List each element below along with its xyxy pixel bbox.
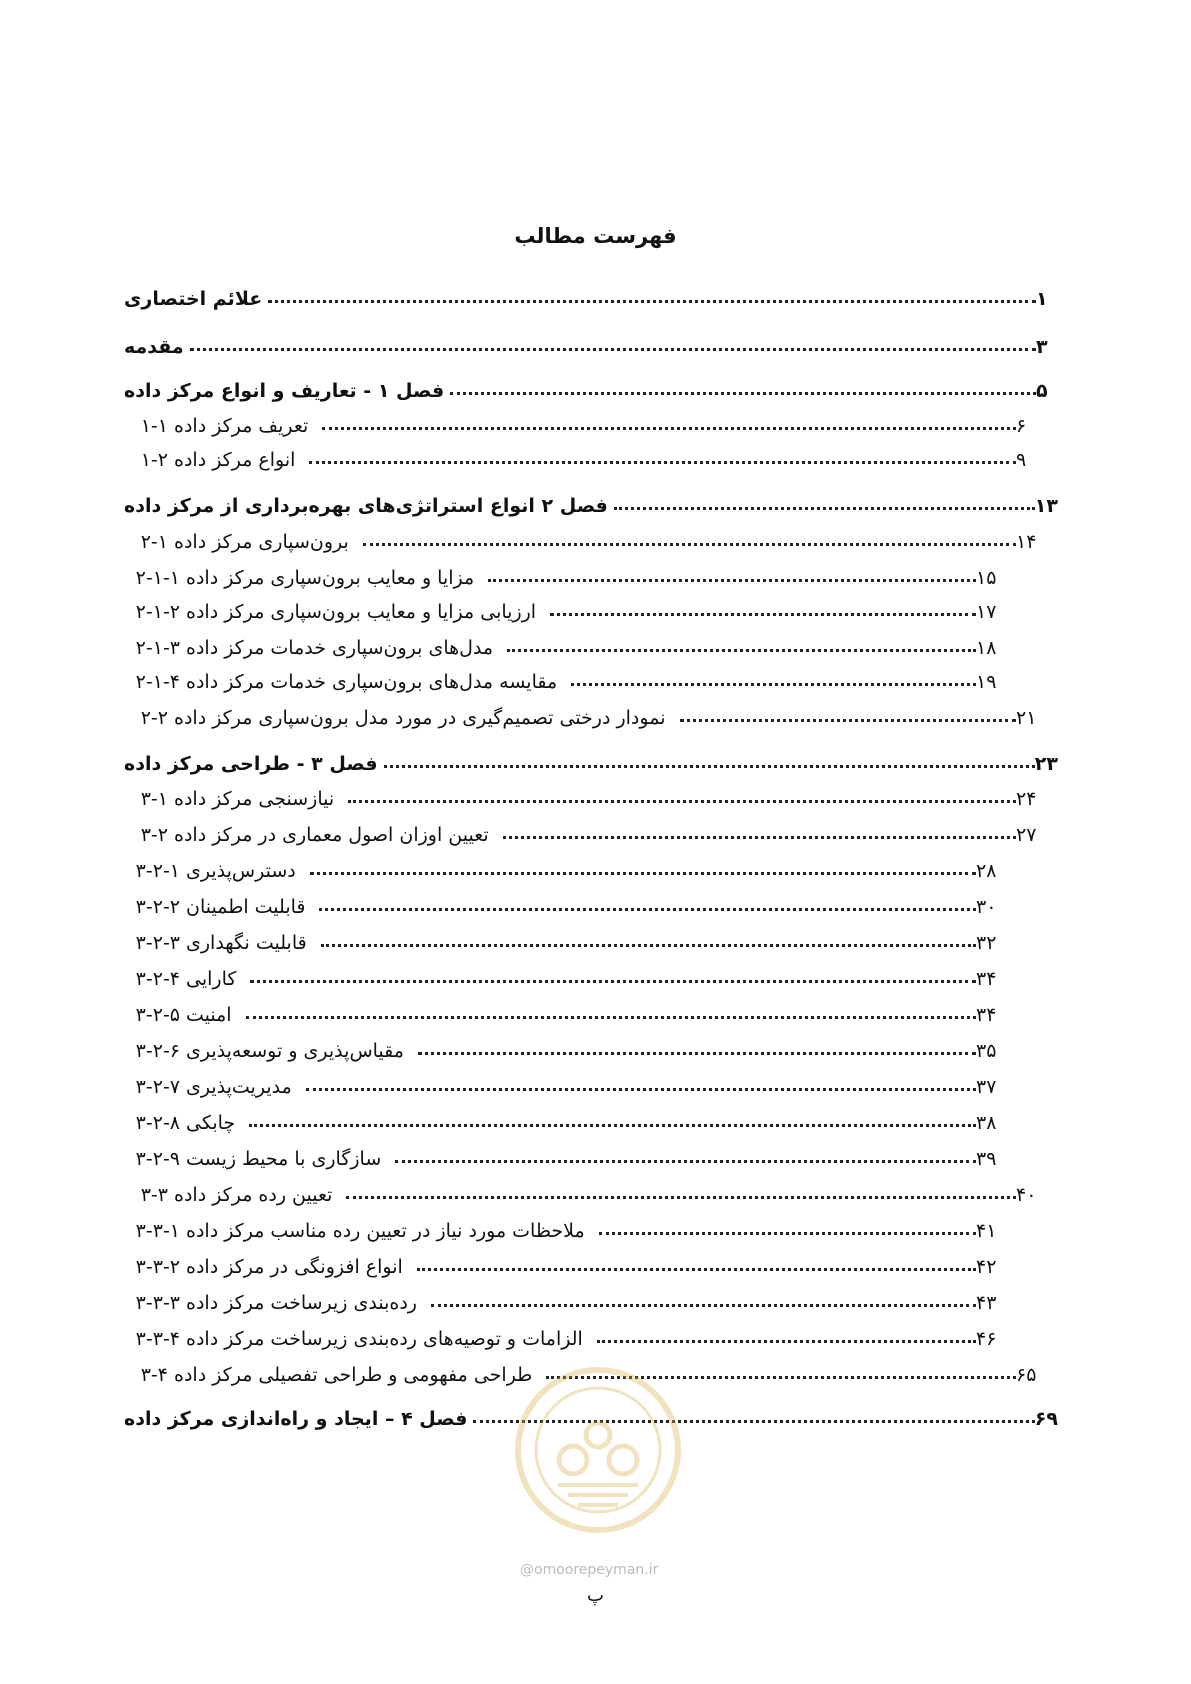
toc-leader-dots <box>680 715 1017 722</box>
toc-row[interactable] <box>118 366 1058 402</box>
toc-section-number: ۳-۲-۹ <box>135 1148 180 1170</box>
toc-section-number: ۳-۲-۴ <box>135 968 180 990</box>
toc-page-number: ۱۳ <box>1034 495 1058 517</box>
toc-row[interactable] <box>118 481 1058 517</box>
toc-entry-title: انواع افزونگی در مرکز داده <box>186 1256 403 1278</box>
toc-page-number: ۲۱ <box>1016 707 1037 729</box>
toc-page-number: ۹ <box>1016 449 1027 471</box>
toc-section-number: ۳-۳-۱ <box>135 1220 180 1242</box>
toc-entry-title: مدیریت‌پذیری <box>186 1076 292 1098</box>
toc-entry-title: سازگاری با محیط زیست <box>186 1148 382 1170</box>
toc-page-number: ۱۸ <box>976 637 997 659</box>
page-number: پ <box>587 1585 604 1606</box>
toc-page-number: ۳۷ <box>976 1076 997 1098</box>
toc-section-number: ۳-۳-۴ <box>135 1328 180 1350</box>
toc-leader-dots <box>550 609 976 616</box>
toc-entry-title: فصل ۲ انواع استراتژی‌های بهره‌برداری از مرکز داده <box>124 495 608 517</box>
toc-row[interactable] <box>118 401 1058 437</box>
toc-section-number: ۲-۱-۲ <box>135 601 180 623</box>
toc-page-number: ۳۰ <box>976 896 997 918</box>
toc-row[interactable] <box>118 553 1058 589</box>
toc-leader-dots <box>246 1012 976 1019</box>
toc-page-number: ۲۸ <box>976 860 997 882</box>
toc-row[interactable] <box>118 1242 1058 1278</box>
toc-leader-dots <box>250 976 976 983</box>
toc-leader-dots <box>384 761 1035 768</box>
toc-section-number: ۳-۱ <box>140 788 168 810</box>
toc-row[interactable] <box>118 810 1058 846</box>
toc-leader-dots <box>348 796 1016 803</box>
toc-section-number: ۳-۲-۲ <box>135 896 180 918</box>
toc-section-number: ۳-۲-۶ <box>135 1040 180 1062</box>
toc-entry-title: تعیین رده مرکز داده <box>174 1184 333 1206</box>
toc-entry-title: فصل ۳ - طراحی مرکز داده <box>124 753 378 775</box>
toc-leader-dots <box>190 344 1036 351</box>
toc-entry-title: انواع مرکز داده <box>174 449 296 471</box>
toc-page-number: ۳ <box>1036 336 1048 358</box>
toc-leader-dots <box>599 1228 976 1235</box>
toc-section-number: ۲-۱-۴ <box>135 671 180 693</box>
toc-row[interactable] <box>118 322 1058 358</box>
toc-row[interactable] <box>118 954 1058 990</box>
toc-entry-title: مدل‌های برون‌سپاری خدمات مرکز داده <box>186 637 494 659</box>
toc-entry-title: دسترس‌پذیری <box>186 860 296 882</box>
toc-section-number: ۲-۱-۱ <box>135 567 180 589</box>
toc-entry-title: نمودار درختی تصمیم‌گیری در مورد مدل برون‌سپاری مرکز داده <box>174 707 666 729</box>
toc-leader-dots <box>322 423 1016 430</box>
toc-page-number: ۱۴ <box>1016 531 1037 553</box>
toc-section-number: ۲-۲ <box>140 707 168 729</box>
toc-leader-dots <box>431 1300 976 1307</box>
toc-entry-title: نیازسنجی مرکز داده <box>174 788 335 810</box>
toc-page-number: ۱۷ <box>976 601 997 623</box>
toc-entry-title: امنیت <box>186 1004 232 1026</box>
toc-section-number: ۱-۱ <box>140 415 168 437</box>
toc-page-number: ۲۷ <box>1016 824 1037 846</box>
toc-page-number: ۳۴ <box>976 1004 997 1026</box>
toc-row[interactable] <box>118 1170 1058 1206</box>
toc-row[interactable] <box>118 1206 1058 1242</box>
toc-row[interactable] <box>118 1278 1058 1314</box>
toc-page-number: ۳۲ <box>976 932 997 954</box>
toc-page-number: ۱ <box>1036 288 1048 310</box>
toc-leader-dots <box>309 457 1016 464</box>
toc-section-number: ۲-۱ <box>140 531 168 553</box>
toc-entry-title: تعریف مرکز داده <box>174 415 309 437</box>
toc-page-number: ۳۹ <box>976 1148 997 1170</box>
toc-row[interactable] <box>118 517 1058 553</box>
toc-entry-title: علائم اختصاری <box>124 288 263 310</box>
toc-row[interactable] <box>118 774 1058 810</box>
toc-page-number: ۲۳ <box>1034 753 1058 775</box>
toc-page-number: ۴۳ <box>976 1292 997 1314</box>
toc-entry-title: فصل ۴ – ایجاد و راه‌اندازی مرکز داده <box>124 1408 468 1430</box>
toc-entry-title: برون‌سپاری مرکز داده <box>174 531 349 553</box>
toc-section-number: ۳-۲-۷ <box>135 1076 180 1098</box>
toc-page-number: ۶۹ <box>1034 1408 1058 1430</box>
toc-row[interactable] <box>118 882 1058 918</box>
toc-row[interactable] <box>118 739 1058 775</box>
toc-page-number: ۴۱ <box>976 1220 997 1242</box>
toc-row[interactable] <box>118 918 1058 954</box>
toc-page-number: ۴۲ <box>976 1256 997 1278</box>
toc-row[interactable] <box>118 657 1058 693</box>
toc-section-number: ۳-۲ <box>140 824 168 846</box>
toc-row[interactable] <box>118 1026 1058 1062</box>
toc-section-number: ۳-۳ <box>140 1184 168 1206</box>
toc-section-number: ۳-۴ <box>140 1364 168 1386</box>
toc-leader-dots <box>346 1192 1016 1199</box>
toc-leader-dots <box>395 1156 976 1163</box>
watermark-logo <box>513 1365 683 1535</box>
toc-section-number: ۳-۲-۱ <box>135 860 180 882</box>
toc-entry-title: مقیاس‌پذیری و توسعه‌پذیری <box>186 1040 404 1062</box>
toc-leader-dots <box>417 1264 976 1271</box>
toc-section-number: ۱-۲ <box>140 449 168 471</box>
toc-page-number: ۶ <box>1016 415 1027 437</box>
toc-section-number: ۳-۳-۳ <box>135 1292 180 1314</box>
toc-section-number: ۲-۱-۳ <box>135 637 180 659</box>
toc-page-number: ۵ <box>1036 380 1048 402</box>
toc-entry-title: الزامات و توصیه‌های رده‌بندی زیرساخت مرکز داده <box>186 1328 583 1350</box>
toc-entry-title: قابلیت نگهداری <box>186 932 307 954</box>
toc-page-number: ۲۴ <box>1016 788 1037 810</box>
toc-page-number: ۱۵ <box>976 567 997 589</box>
toc-page-number: ۳۸ <box>976 1112 997 1134</box>
toc-page-number: ۴۰ <box>1016 1184 1037 1206</box>
toc-entry-title: کارایی <box>186 968 237 990</box>
toc-leader-dots <box>597 1336 976 1343</box>
toc-row[interactable] <box>118 1062 1058 1098</box>
page-title: فهرست مطالب <box>514 224 677 248</box>
toc-page-number: ۱۹ <box>976 671 997 693</box>
toc-row[interactable] <box>118 623 1058 659</box>
toc-leader-dots <box>363 539 1016 546</box>
toc-entry-title: مقایسه مدل‌های برون‌سپاری خدمات مرکز داده <box>186 671 558 693</box>
toc-entry-title: طراحی مفهومی و طراحی تفصیلی مرکز داده <box>174 1364 533 1386</box>
toc-entry-title: ملاحظات مورد نیاز در تعیین رده مناسب مرکز داده <box>186 1220 585 1242</box>
toc-entry-title: تعیین اوزان اصول معماری در مرکز داده <box>174 824 489 846</box>
toc-entry-title: فصل ۱ - تعاریف و انواع مرکز داده <box>124 380 445 402</box>
toc-row[interactable] <box>118 846 1058 882</box>
toc-leader-dots <box>306 1084 976 1091</box>
toc-section-number: ۳-۲-۵ <box>135 1004 180 1026</box>
toc-row[interactable] <box>118 587 1058 623</box>
toc-entry-title: چابکی <box>186 1112 236 1134</box>
toc-page-number: ۶۵ <box>1016 1364 1037 1386</box>
toc-row[interactable] <box>118 435 1058 471</box>
toc-entry-title: رده‌بندی زیرساخت مرکز داده <box>186 1292 417 1314</box>
toc-row[interactable] <box>118 1314 1058 1350</box>
toc-row[interactable] <box>118 693 1058 729</box>
toc-leader-dots <box>450 388 1036 395</box>
toc-leader-dots <box>321 940 976 947</box>
toc-leader-dots <box>571 679 976 686</box>
toc-leader-dots <box>319 904 976 911</box>
toc-leader-dots <box>310 868 976 875</box>
toc-page-number: ۳۴ <box>976 968 997 990</box>
toc-section-number: ۳-۳-۲ <box>135 1256 180 1278</box>
toc-row[interactable] <box>118 274 1058 310</box>
toc-row[interactable] <box>118 990 1058 1026</box>
toc-section-number: ۳-۲-۳ <box>135 932 180 954</box>
toc-leader-dots <box>268 296 1036 303</box>
toc-entry-title: مزایا و معایب برون‌سپاری مرکز داده <box>186 567 475 589</box>
toc-entry-title: مقدمه <box>124 336 184 358</box>
toc-leader-dots <box>249 1120 976 1127</box>
toc-leader-dots <box>614 503 1035 510</box>
toc-entry-title: ارزیابی مزایا و معایب برون‌سپاری مرکز داده <box>186 601 537 623</box>
toc-leader-dots <box>507 645 976 652</box>
toc-leader-dots <box>503 832 1016 839</box>
toc-leader-dots <box>418 1048 976 1055</box>
watermark-text: @omoorepeyman.ir <box>520 1562 659 1578</box>
toc-leader-dots <box>488 575 976 582</box>
toc-page-number: ۴۶ <box>976 1328 997 1350</box>
toc-row[interactable] <box>118 1098 1058 1134</box>
toc-page-number: ۳۵ <box>976 1040 997 1062</box>
toc-section-number: ۳-۲-۸ <box>135 1112 180 1134</box>
toc-entry-title: قابلیت اطمینان <box>186 896 306 918</box>
toc-row[interactable] <box>118 1134 1058 1170</box>
